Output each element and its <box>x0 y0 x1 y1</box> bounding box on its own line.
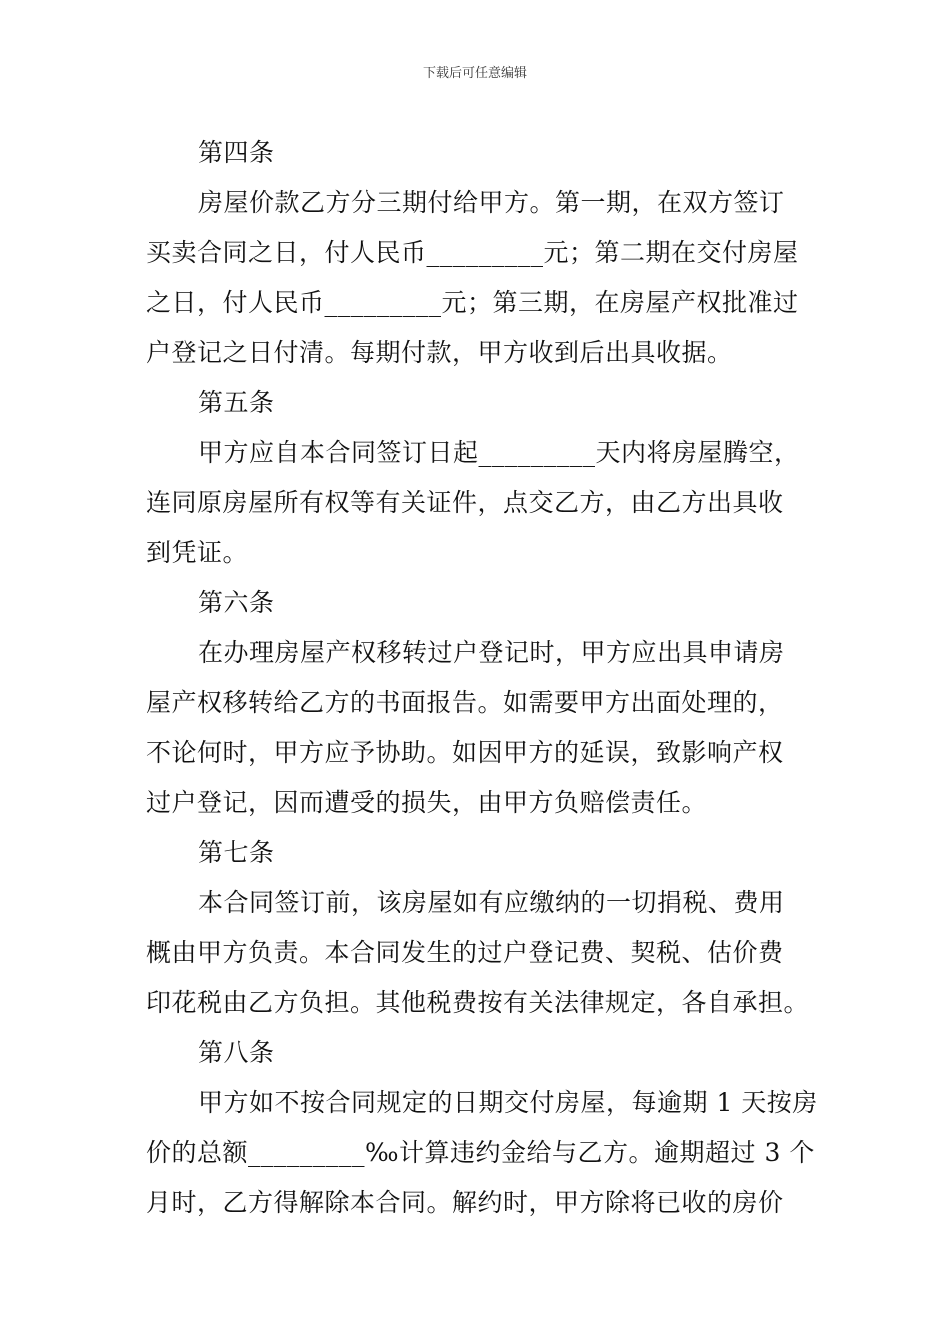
paragraph-line: 月时，乙方得解除本合同。解约时，甲方除将已收的房价 <box>146 1188 784 1217</box>
article-heading: 第八条 <box>198 1038 275 1067</box>
paragraph-line: 过户登记，因而遭受的损失，由甲方负赔偿责任。 <box>146 788 708 817</box>
paragraph-line: 户登记之日付清。每期付款，甲方收到后出具收据。 <box>146 338 733 367</box>
article-heading: 第五条 <box>198 388 275 417</box>
article-heading: 第四条 <box>198 138 275 167</box>
paragraph-line: 本合同签订前，该房屋如有应缴纳的一切捐税、费用 <box>198 888 785 917</box>
paragraph-line: 价的总额_________‰计算违约金给与乙方。逾期超过 3 个 <box>146 1138 815 1167</box>
paragraph-line: 概由甲方负责。本合同发生的过户登记费、契税、估价费 <box>146 938 784 967</box>
paragraph-line: 不论何时，甲方应予协助。如因甲方的延误，致影响产权 <box>146 738 784 767</box>
article-heading: 第六条 <box>198 588 275 617</box>
paragraph-line: 到凭证。 <box>146 538 249 567</box>
paragraph-line: 之日，付人民币_________元；第三期，在房屋产权批准过 <box>146 288 799 317</box>
paragraph-line: 甲方如不按合同规定的日期交付房屋，每逾期 1 天按房 <box>198 1088 818 1117</box>
article-heading: 第七条 <box>198 838 275 867</box>
paragraph-line: 买卖合同之日，付人民币_________元；第二期在交付房屋 <box>146 238 799 267</box>
paragraph-line: 屋产权移转给乙方的书面报告。如需要甲方出面处理的， <box>146 688 784 717</box>
document-body <box>146 128 818 1228</box>
page-header: 下载后可任意编辑 <box>422 66 527 81</box>
paragraph-line: 房屋价款乙方分三期付给甲方。第一期，在双方签订 <box>198 188 785 217</box>
paragraph-line: 在办理房屋产权移转过户登记时，甲方应出具申请房 <box>198 638 785 667</box>
paragraph-line: 印花税由乙方负担。其他税费按有关法律规定，各自承担。 <box>146 988 810 1017</box>
paragraph-line: 连同原房屋所有权等有关证件，点交乙方，由乙方出具收 <box>146 488 784 517</box>
paragraph-line: 甲方应自本合同签订日起_________天内将房屋腾空， <box>198 438 800 467</box>
